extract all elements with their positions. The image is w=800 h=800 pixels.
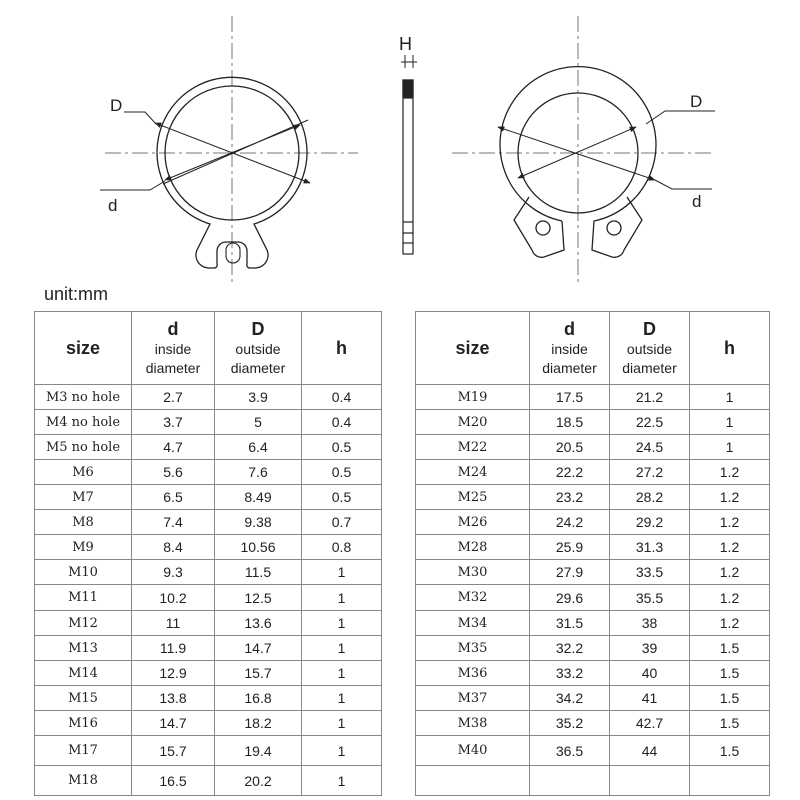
table-row [35, 585, 382, 611]
header-inside-diameter: d inside diameter [132, 312, 215, 385]
label-outside-diameter-right: D [690, 92, 703, 111]
cell-thickness: 1.5 [690, 711, 770, 736]
table-row [35, 510, 382, 535]
cell-outside-diameter: 31.3 [610, 535, 690, 560]
cell-inside-diameter: 22.2 [530, 460, 610, 485]
cell-thickness: 1.2 [690, 585, 770, 611]
cell-size: M17 [35, 736, 132, 766]
cell-inside-diameter: 14.7 [132, 711, 215, 736]
cell-inside-diameter: 16.5 [132, 766, 215, 796]
cell-size: M34 [416, 611, 530, 636]
header-outside-diameter: D outside diameter [215, 312, 302, 385]
left-lug-hole [536, 221, 550, 235]
cell-inside-diameter: 27.9 [530, 560, 610, 585]
table-row [35, 686, 382, 711]
cell-size: M38 [416, 711, 530, 736]
table-row [35, 560, 382, 585]
table-row [35, 485, 382, 510]
table-row [35, 736, 382, 766]
cell-inside-diameter: 11.9 [132, 636, 215, 661]
table-row [416, 611, 770, 636]
cell-size: M16 [35, 711, 132, 736]
cell-thickness: 0.4 [302, 410, 382, 435]
cell-outside-diameter: 6.4 [215, 435, 302, 460]
label-inside-diameter-right: d [692, 192, 702, 211]
cell-thickness: 1 [690, 435, 770, 460]
cell-outside-diameter: 12.5 [215, 585, 302, 611]
cell-inside-diameter: 20.5 [530, 435, 610, 460]
table-row [416, 636, 770, 661]
cell-outside-diameter: 22.5 [610, 410, 690, 435]
cell-size: M40 [416, 736, 530, 766]
table-row [416, 535, 770, 560]
cell-inside-diameter: 12.9 [132, 661, 215, 686]
cell-outside-diameter: 40 [610, 661, 690, 686]
cell-inside-diameter: 29.6 [530, 585, 610, 611]
cell-outside-diameter: 33.5 [610, 560, 690, 585]
cell-size: M20 [416, 410, 530, 435]
cell-thickness: 1 [302, 585, 382, 611]
table-row [416, 661, 770, 686]
cell-thickness: 1 [302, 766, 382, 796]
cell-outside-diameter: 5 [215, 410, 302, 435]
cell-thickness: 0.8 [302, 535, 382, 560]
cell-inside-diameter: 2.7 [132, 385, 215, 410]
cell-thickness: 0.5 [302, 485, 382, 510]
cell-outside-diameter: 13.6 [215, 611, 302, 636]
table-row [416, 510, 770, 535]
unit-label: unit:mm [44, 284, 109, 304]
cell-thickness [690, 766, 770, 796]
table-row [35, 410, 382, 435]
cell-inside-diameter: 33.2 [530, 661, 610, 686]
cell-inside-diameter: 11 [132, 611, 215, 636]
cell-thickness: 0.5 [302, 460, 382, 485]
cell-inside-diameter: 35.2 [530, 711, 610, 736]
cell-inside-diameter: 9.3 [132, 560, 215, 585]
cell-outside-diameter: 21.2 [610, 385, 690, 410]
label-outside-diameter-left: D [110, 96, 123, 115]
cell-size: M5 no hole [35, 435, 132, 460]
cell-outside-diameter: 8.49 [215, 485, 302, 510]
cell-size: M26 [416, 510, 530, 535]
cell-size: M7 [35, 485, 132, 510]
cell-outside-diameter: 41 [610, 686, 690, 711]
cell-inside-diameter: 23.2 [530, 485, 610, 510]
cell-inside-diameter: 18.5 [530, 410, 610, 435]
cell-thickness: 1.2 [690, 560, 770, 585]
table-row [35, 435, 382, 460]
cell-inside-diameter: 24.2 [530, 510, 610, 535]
table-row [416, 435, 770, 460]
cell-thickness: 1.2 [690, 485, 770, 510]
cell-outside-diameter: 3.9 [215, 385, 302, 410]
cell-size: M35 [416, 636, 530, 661]
cell-outside-diameter [610, 766, 690, 796]
cell-outside-diameter: 28.2 [610, 485, 690, 510]
side-view [401, 55, 417, 254]
header-size: size [35, 312, 132, 385]
cell-outside-diameter: 27.2 [610, 460, 690, 485]
cell-size: M11 [35, 585, 132, 611]
cell-size: M25 [416, 485, 530, 510]
cell-size: M6 [35, 460, 132, 485]
cell-outside-diameter: 14.7 [215, 636, 302, 661]
cell-size: M22 [416, 435, 530, 460]
cell-thickness: 1.2 [690, 535, 770, 560]
cell-thickness: 1 [302, 636, 382, 661]
cell-inside-diameter [530, 766, 610, 796]
cell-outside-diameter: 39 [610, 636, 690, 661]
cell-outside-diameter: 10.56 [215, 535, 302, 560]
cell-size: M36 [416, 661, 530, 686]
spec-table-left [34, 311, 382, 796]
cell-thickness: 0.5 [302, 435, 382, 460]
cell-inside-diameter: 15.7 [132, 736, 215, 766]
cell-thickness: 1 [302, 686, 382, 711]
table-row [416, 385, 770, 410]
cell-size: M37 [416, 686, 530, 711]
label-inside-diameter-left: d [108, 196, 118, 215]
cell-size: M3 no hole [35, 385, 132, 410]
cell-size: M19 [416, 385, 530, 410]
table-row [416, 686, 770, 711]
cell-size: M13 [35, 636, 132, 661]
header-thickness: h [690, 312, 770, 385]
cell-inside-diameter: 17.5 [530, 385, 610, 410]
cell-inside-diameter: 6.5 [132, 485, 215, 510]
cell-inside-diameter: 25.9 [530, 535, 610, 560]
cell-inside-diameter: 13.8 [132, 686, 215, 711]
cell-outside-diameter: 9.38 [215, 510, 302, 535]
cell-size: M10 [35, 560, 132, 585]
right-ring-view [452, 16, 715, 285]
cell-thickness: 1 [302, 661, 382, 686]
cell-thickness: 1.2 [690, 460, 770, 485]
cell-inside-diameter: 31.5 [530, 611, 610, 636]
cell-size: M15 [35, 686, 132, 711]
cell-inside-diameter: 5.6 [132, 460, 215, 485]
table-header-row [416, 312, 770, 385]
cell-size [416, 766, 530, 796]
cell-outside-diameter: 24.5 [610, 435, 690, 460]
table-row [416, 560, 770, 585]
cell-thickness: 0.4 [302, 385, 382, 410]
table-row [35, 661, 382, 686]
cell-size: M14 [35, 661, 132, 686]
cell-size: M32 [416, 585, 530, 611]
cell-outside-diameter: 11.5 [215, 560, 302, 585]
cell-thickness: 1.5 [690, 686, 770, 711]
cell-thickness: 1 [690, 385, 770, 410]
cell-outside-diameter: 38 [610, 611, 690, 636]
cell-thickness: 1.5 [690, 636, 770, 661]
cell-size: M4 no hole [35, 410, 132, 435]
table-row [35, 385, 382, 410]
table-row [416, 410, 770, 435]
cell-size: M12 [35, 611, 132, 636]
table-row [416, 485, 770, 510]
header-outside-diameter: D outside diameter [610, 312, 690, 385]
cell-inside-diameter: 4.7 [132, 435, 215, 460]
header-size: size [416, 312, 530, 385]
table-row [35, 535, 382, 560]
cell-outside-diameter: 42.7 [610, 711, 690, 736]
table-row [416, 766, 770, 796]
cell-outside-diameter: 44 [610, 736, 690, 766]
cell-thickness: 1 [690, 410, 770, 435]
left-ring-view [100, 16, 358, 285]
table-row [416, 460, 770, 485]
table-row [416, 711, 770, 736]
cell-thickness: 1.2 [690, 611, 770, 636]
label-thickness: H [399, 34, 412, 54]
cell-thickness: 1 [302, 560, 382, 585]
cell-size: M9 [35, 535, 132, 560]
cell-thickness: 1 [302, 711, 382, 736]
cell-size: M30 [416, 560, 530, 585]
header-thickness: h [302, 312, 382, 385]
cell-inside-diameter: 3.7 [132, 410, 215, 435]
cell-thickness: 0.7 [302, 510, 382, 535]
cell-outside-diameter: 35.5 [610, 585, 690, 611]
cell-inside-diameter: 8.4 [132, 535, 215, 560]
cell-inside-diameter: 7.4 [132, 510, 215, 535]
cell-inside-diameter: 32.2 [530, 636, 610, 661]
cell-thickness: 1.5 [690, 736, 770, 766]
cell-thickness: 1.2 [690, 510, 770, 535]
cell-outside-diameter: 7.6 [215, 460, 302, 485]
cell-outside-diameter: 15.7 [215, 661, 302, 686]
table-row [35, 611, 382, 636]
table-row [416, 736, 770, 766]
right-lug-hole [607, 221, 621, 235]
cell-outside-diameter: 19.4 [215, 736, 302, 766]
cell-inside-diameter: 10.2 [132, 585, 215, 611]
cell-outside-diameter: 18.2 [215, 711, 302, 736]
table-row [416, 585, 770, 611]
cell-thickness: 1.5 [690, 661, 770, 686]
spec-table-right [415, 311, 770, 796]
table-row [35, 460, 382, 485]
cell-size: M8 [35, 510, 132, 535]
cell-outside-diameter: 29.2 [610, 510, 690, 535]
cell-outside-diameter: 16.8 [215, 686, 302, 711]
cell-size: M18 [35, 766, 132, 796]
cell-thickness: 1 [302, 611, 382, 636]
cell-inside-diameter: 34.2 [530, 686, 610, 711]
cell-size: M28 [416, 535, 530, 560]
header-inside-diameter: d inside diameter [530, 312, 610, 385]
table-header-row [35, 312, 382, 385]
table-row [35, 636, 382, 661]
cell-inside-diameter: 36.5 [530, 736, 610, 766]
cell-outside-diameter: 20.2 [215, 766, 302, 796]
cell-size: M24 [416, 460, 530, 485]
table-row [35, 766, 382, 796]
table-row [35, 711, 382, 736]
cell-thickness: 1 [302, 736, 382, 766]
